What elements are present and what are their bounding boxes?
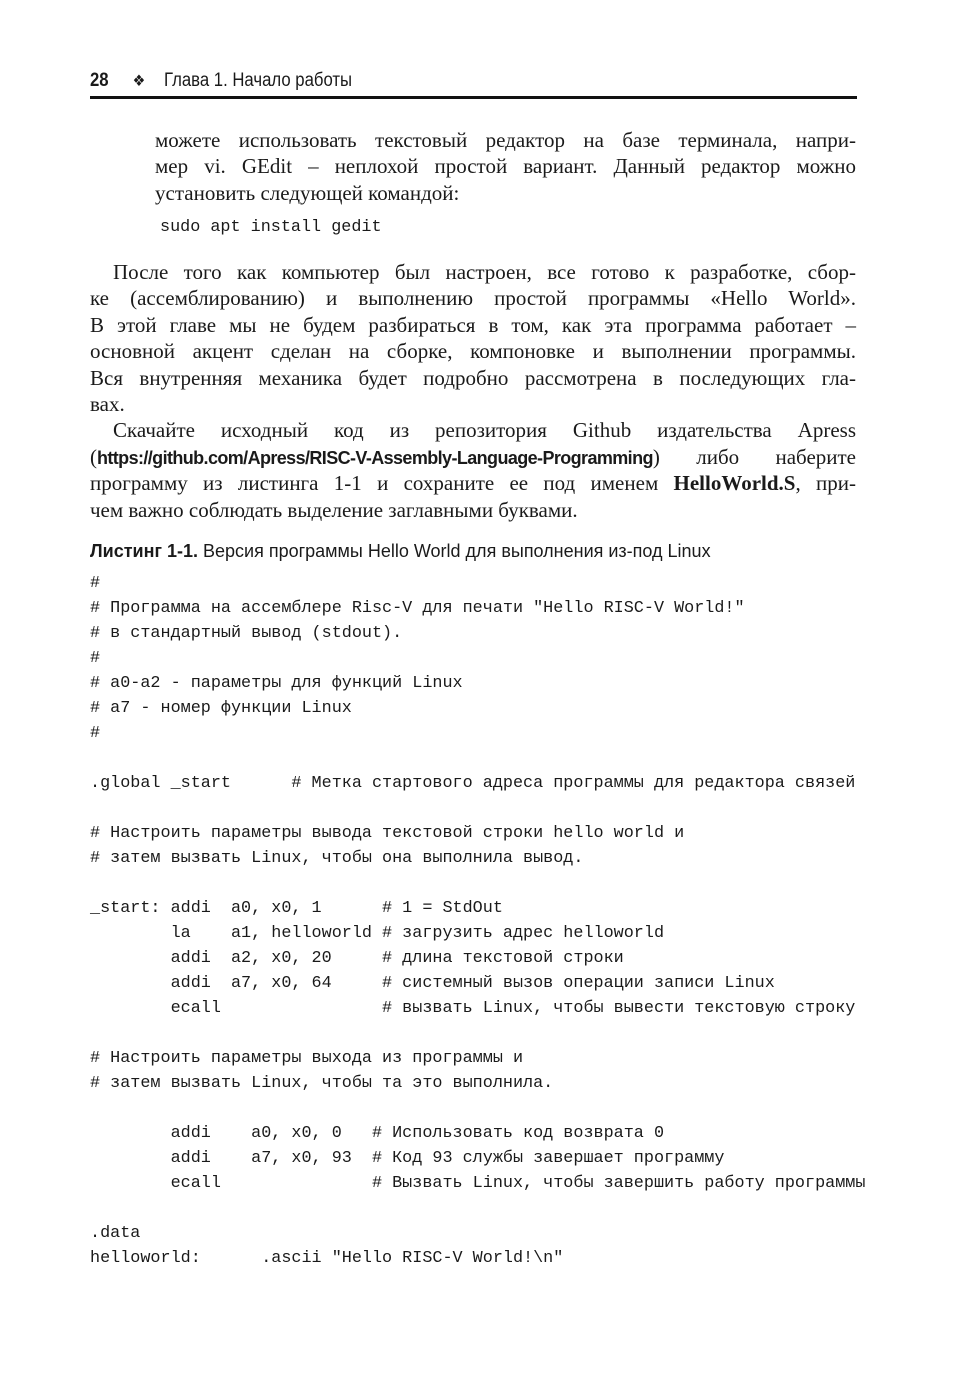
text-line: Вся внутренняя механика будет подробно рассмотрена в последующих гла- — [90, 365, 856, 390]
code-line: la a1, helloworld # загрузить адрес helloworld — [90, 924, 665, 943]
paragraph-intro — [155, 127, 856, 206]
code-line: .data — [90, 1224, 141, 1243]
code-line: .global _start # Метка стартового адреса программы для редактора связей — [90, 774, 856, 793]
running-header — [90, 70, 352, 92]
code-line — [90, 796, 865, 821]
code-line: # затем вызвать Linux, чтобы та это выполнила. — [90, 1074, 554, 1093]
code-line: addi a7, x0, 64 # системный вызов операции записи Linux — [90, 974, 775, 993]
listing-caption — [90, 541, 711, 562]
listing-label: Листинг 1-1. — [90, 541, 198, 561]
code-line: # — [90, 649, 101, 668]
text-line: После того как компьютер был настроен, все готово к разработке, сбор- — [113, 260, 856, 284]
code-line: # Настроить параметры вывода текстовой строки hello world и — [90, 824, 685, 843]
listing-title: Версия программы Hello World для выполнения из-под Linux — [197, 541, 711, 561]
text-line — [90, 470, 856, 496]
text-line: чем важно соблюдать выделение заглавными буквами. — [90, 497, 578, 522]
text-line: установить следующей командой: — [155, 180, 460, 205]
github-link[interactable]: https://github.com/Apress/RISC-V-Assembly-Language-Programming — [97, 447, 653, 468]
text-line: вах. — [90, 391, 125, 416]
code-line: ecall # Вызвать Linux, чтобы завершить работу программы — [90, 1174, 866, 1193]
text-line: можете использовать текстовый редактор на базе терминала, напри- — [155, 128, 856, 152]
code-line: # — [90, 574, 101, 593]
text-fragment: ) либо наберите — [652, 444, 856, 469]
code-line: # a0-a2 - параметры для функций Linux — [90, 674, 463, 693]
code-line: _start: addi a0, x0, 1 # 1 = StdOut — [90, 899, 503, 918]
code-line — [90, 1196, 865, 1221]
chapter-title: Глава 1. Начало работы — [163, 70, 353, 91]
text-line: В этой главе мы не будем разбираться в том, как эта программа работает – — [90, 312, 856, 337]
code-line: # затем вызвать Linux, чтобы она выполнила вывод. — [90, 849, 584, 868]
text-fragment: программу из листинга 1-1 и сохраните ее под именем — [90, 471, 674, 496]
code-line: # в стандартный вывод (stdout). — [90, 624, 403, 643]
code-line: helloworld: .ascii "Hello RISC-V World!\n" — [90, 1249, 564, 1268]
code-line: addi a0, x0, 0 # Использовать код возврата 0 — [90, 1124, 665, 1143]
text-line: Скачайте исходный код из репозитория Github издательства Apress — [113, 418, 856, 443]
code-line — [90, 746, 865, 771]
code-line: addi a2, x0, 20 # длина текстовой строки — [90, 949, 624, 968]
text-line — [90, 444, 856, 470]
code-line — [90, 1096, 865, 1121]
page-number: 28 — [90, 70, 109, 91]
code-line — [90, 1021, 865, 1046]
text-line: мер vi. GEdit – неплохой простой вариант. Данный редактор можно — [155, 154, 856, 179]
code-line: # Настроить параметры выхода из программы и — [90, 1049, 524, 1068]
ornament-icon: ❖ — [132, 73, 146, 90]
paragraph-setup — [90, 259, 856, 523]
paren: ( — [90, 444, 97, 469]
code-listing — [90, 571, 865, 1271]
text-line: ке (ассемблированию) и выполнению простой программы «Hello World». — [90, 286, 856, 311]
text-line: основной акцент сделан на сборке, компоновке и выполнении программы. — [90, 339, 856, 364]
install-command: sudo apt install gedit — [160, 218, 382, 237]
code-line: # a7 - номер функции Linux — [90, 699, 352, 718]
text-fragment: , при- — [795, 471, 856, 496]
filename: HelloWorld.S — [673, 471, 796, 496]
header-rule — [90, 96, 857, 99]
code-line: ecall # вызвать Linux, чтобы вывести текстовую строку — [90, 999, 856, 1018]
code-line — [90, 871, 865, 896]
code-line: addi a7, x0, 93 # Код 93 службы завершает программу — [90, 1149, 725, 1168]
code-line: # Программа на ассемблере Risc-V для печати "Hello RISC-V World!" — [90, 599, 745, 618]
code-line: # — [90, 724, 101, 743]
